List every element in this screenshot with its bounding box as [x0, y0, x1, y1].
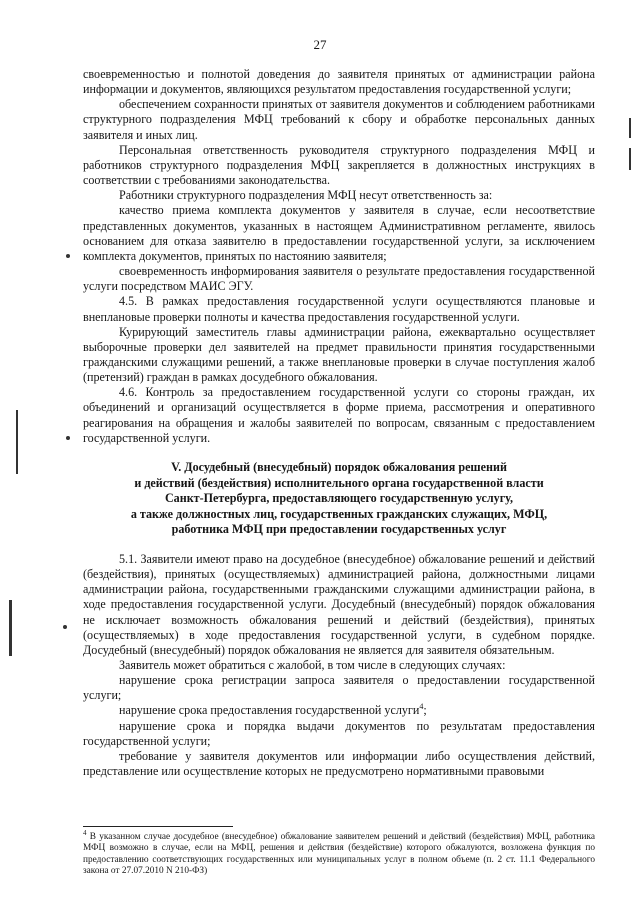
- paragraph-with-footnote: [83, 703, 595, 718]
- paragraph: 4.5. В рамках предоставления государственной услуги осуществляются плановые и внеплановые проверки полноты и качества предоставления государственной услуги.: [83, 294, 595, 324]
- footnote-text: В указанном случае досудебное (внесудебное) обжалование заявителем решений и действий (бездействия) МФЦ, работника МФЦ возможно в случае, если на МФЦ, решения и действия (бездействие) которого обжалуются, возложена функция по предоставлению соответствующих государственных или муниципальных услуг в полном объеме (п. 2 ст. 11.1 Федерального закона от 27.07.2010 N 210-ФЗ): [83, 832, 595, 877]
- heading-line: V. Досудебный (внесудебный) порядок обжалования решений: [171, 459, 507, 474]
- scan-artifact: [629, 118, 631, 138]
- paragraph: своевременностью и полнотой доведения до заявителя принятых от администрации района информации и документов, являющихся результатом предоставления государственной услуги;: [83, 67, 595, 97]
- scan-artifact: [9, 600, 12, 656]
- scan-artifact: [16, 410, 18, 474]
- heading-line: а также должностных лиц, государственных гражданских служащих, МФЦ,: [130, 506, 548, 521]
- heading-line: Санкт-Петербурга, предоставляющего государственную услугу,: [164, 491, 514, 506]
- paragraph: качество приема комплекта документов у заявителя в случае, если несоответствие представленных документов, указанных в настоящем Административном регламенте, явилось основанием для отказа заявителю в предоставлении государственной услуги, за исключением комплекта документов, принятых по настоянию заявителя;: [83, 203, 595, 263]
- paragraph: Персональная ответственность руководителя структурного подразделения МФЦ и работников структурного подразделения МФЦ закрепляется в должностных инструкциях в соответствии с требованиями законодательства.: [83, 142, 595, 188]
- paragraph: обеспечением сохранности принятых от заявителя документов и соблюдением работниками структурного подразделения МФЦ требований к сбору и обработке персональных данных заявителя и иных лиц.: [83, 97, 595, 142]
- paragraph: 5.1. Заявители имеют право на досудебное (внесудебное) обжалование решений и действий (бездействия), принятых (осуществляемых) администрацией района, должностными лицами администрации района, государственными гражданскими служащими администрации района, в ходе предоставления государственной услуги. Досудебный (внесудебный) порядок обжалования не исключает возможность обжалования решений и действий (бездействия), принятых (осуществляемых) в ходе предоставления государственной услуги, в судебном порядке. Досудебный (внесудебный) порядок обжалования не является для заявителя обязательным.: [83, 551, 595, 657]
- scan-artifact: [66, 254, 70, 258]
- paragraph: нарушение срока и порядка выдачи документов по результатам предоставления государственной услуги;: [83, 718, 595, 748]
- scan-artifact: [66, 436, 70, 440]
- paragraph: требование у заявителя документов или информации либо осуществления действий, представление или осуществление которых не предусмотрено нормативными правовыми: [83, 748, 595, 779]
- paragraph: Работники структурного подразделения МФЦ несут ответственность за:: [119, 188, 493, 203]
- document-body: [83, 67, 595, 779]
- footnote-reference[interactable]: 4: [419, 702, 424, 712]
- paragraph: своевременность информирования заявителя о результате предоставления государственной услуги посредством МАИС ЭГУ.: [83, 264, 595, 294]
- paragraph-punctuation: ;: [423, 703, 427, 718]
- paragraph: 4.6. Контроль за предоставлением государственной услуги со стороны граждан, их объединений и организаций осуществляется в форме приема, рассмотрения и оперативного реагирования на обращения и жалобы заявителей по вопросам, связанным с предоставлением государственной услуги.: [83, 385, 595, 445]
- footnote-separator: [83, 826, 233, 827]
- heading-line: и действий (бездействия) исполнительного органа государственной власти: [134, 475, 544, 490]
- section-heading: [83, 460, 595, 538]
- heading-line: работника МФЦ при предоставлении государственных услуг: [171, 522, 507, 537]
- page-number: 27: [313, 37, 327, 52]
- paragraph: нарушение срока регистрации запроса заявителя о предоставлении государственной услуги;: [83, 673, 595, 703]
- paragraph: Курирующий заместитель главы администрации района, ежеквартально осуществляет выборочные проверки дел заявителей на предмет правильности принятия государственными гражданскими служащими решений, а также внеплановые проверки в случае поступления жалоб (претензий) граждан в рамках досудебного обжалования.: [83, 324, 595, 385]
- paragraph: Заявитель может обратиться с жалобой, в том числе в следующих случаях:: [119, 657, 506, 672]
- paragraph-text: нарушение срока предоставления государственной услуги: [119, 703, 420, 718]
- scan-artifact: [629, 148, 631, 170]
- scan-artifact: [63, 625, 67, 629]
- footnote-mark: 4: [83, 828, 87, 837]
- footnote: [83, 828, 595, 878]
